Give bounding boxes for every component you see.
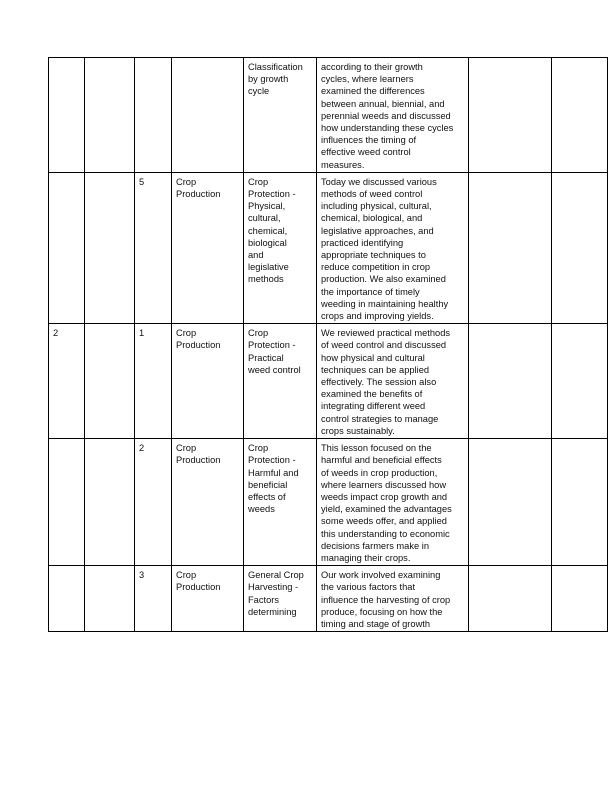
- table-row: [49, 439, 608, 566]
- sub-strand-cell: Crop Protection - Physical, cultural, chemical, biological and legislative methods: [244, 172, 317, 323]
- week-cell: 2: [49, 324, 85, 439]
- lesson-cell: [135, 58, 172, 173]
- blank-cell: [469, 439, 552, 566]
- blank-cell: [469, 58, 552, 173]
- table-row: [49, 324, 608, 439]
- sub-strand-cell: Classification by growth cycle: [244, 58, 317, 173]
- lesson-cell: 1: [135, 324, 172, 439]
- table-row: [49, 566, 608, 632]
- blank-cell: [552, 566, 608, 632]
- week-cell: [49, 172, 85, 323]
- week-cell: [49, 566, 85, 632]
- lesson-cell: 5: [135, 172, 172, 323]
- blank-cell: [85, 324, 135, 439]
- blank-cell: [552, 439, 608, 566]
- lesson-cell: 3: [135, 566, 172, 632]
- week-cell: [49, 58, 85, 173]
- strand-cell: Crop Production: [172, 324, 244, 439]
- blank-cell: [469, 566, 552, 632]
- sub-strand-cell: General Crop Harvesting - Factors determining: [244, 566, 317, 632]
- table-row: [49, 58, 608, 173]
- blank-cell: [469, 324, 552, 439]
- reflection-cell: Our work involved examining the various factors that influence the harvesting of crop produce, focusing on how the timing and stage of growth: [317, 566, 469, 632]
- week-cell: [49, 439, 85, 566]
- strand-cell: Crop Production: [172, 566, 244, 632]
- blank-cell: [469, 172, 552, 323]
- strand-cell: Crop Production: [172, 172, 244, 323]
- reflection-cell: according to their growth cycles, where learners examined the differences between annual, biennial, and perennial weeds and discussed how understanding these cycles influences the timing of effective weed control measures.: [317, 58, 469, 173]
- lesson-cell: 2: [135, 439, 172, 566]
- lesson-log-table: [48, 57, 608, 632]
- blank-cell: [85, 566, 135, 632]
- reflection-cell: This lesson focused on the harmful and beneficial effects of weeds in crop production, where learners discussed how weeds impact crop growth and yield, examined the advantages some weeds offer, and applied this understanding to economic decisions farmers make in managing their crops.: [317, 439, 469, 566]
- reflection-cell: We reviewed practical methods of weed control and discussed how physical and cultural techniques can be applied effectively. The session also examined the benefits of integrating different weed control strategies to manage crops sustainably.: [317, 324, 469, 439]
- blank-cell: [552, 324, 608, 439]
- blank-cell: [552, 58, 608, 173]
- blank-cell: [85, 58, 135, 173]
- blank-cell: [552, 172, 608, 323]
- blank-cell: [85, 172, 135, 323]
- blank-cell: [85, 439, 135, 566]
- sub-strand-cell: Crop Protection - Harmful and beneficial effects of weeds: [244, 439, 317, 566]
- reflection-cell: Today we discussed various methods of weed control including physical, cultural, chemical, biological, and legislative approaches, and practiced identifying appropriate techniques to reduce competition in crop production. We also examined the importance of timely weeding in maintaining healthy crops and improving yields.: [317, 172, 469, 323]
- table-row: [49, 172, 608, 323]
- sub-strand-cell: Crop Protection - Practical weed control: [244, 324, 317, 439]
- strand-cell: Crop Production: [172, 439, 244, 566]
- strand-cell: [172, 58, 244, 173]
